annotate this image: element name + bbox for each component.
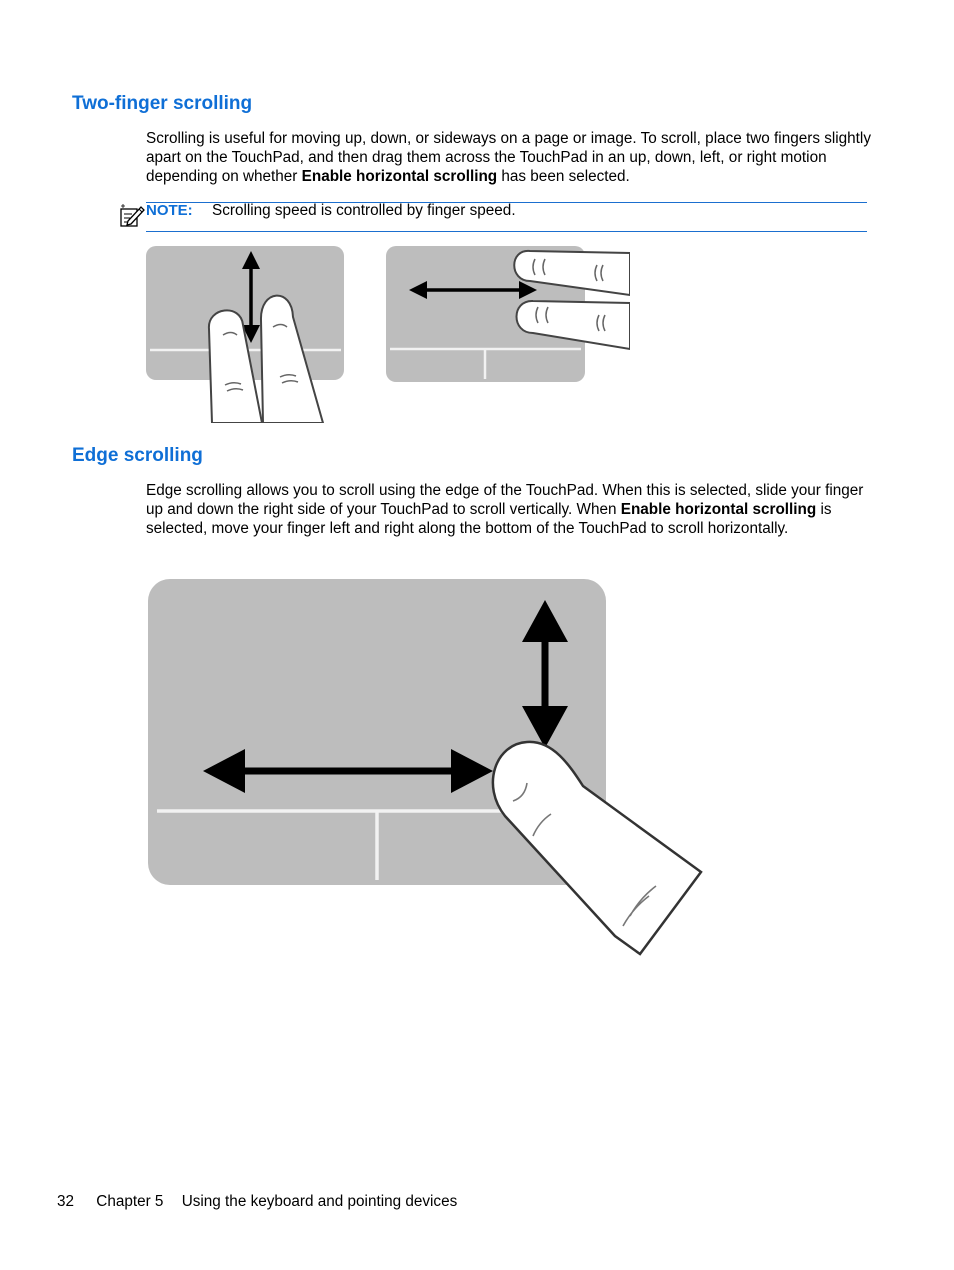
two-finger-vertical-scroll-illustration <box>145 245 347 423</box>
note-label: NOTE: <box>146 202 193 219</box>
page-footer <box>57 1193 457 1211</box>
section-heading-edge-scrolling: Edge scrolling <box>72 445 203 466</box>
paragraph-text: Scrolling is useful for moving up, down, or sideways on a page or image. To scroll, place two fingers slightly apart on the TouchPad, and then drag them across the TouchPad in an up, down, left, or right motion depending on whether <box>146 130 871 185</box>
two-finger-horizontal-scroll-illustration <box>385 245 630 385</box>
note-pencil-icon <box>119 204 145 228</box>
paragraph-text: has been selected. <box>497 168 630 185</box>
note-bottom-rule <box>146 231 867 232</box>
setting-name-bold: Enable horizontal scrolling <box>301 168 498 185</box>
paragraph-text: is selected, move your finger left and right along the bottom of the TouchPad to scroll horizontally. <box>146 501 832 537</box>
paragraph-text: Edge scrolling allows you to scroll using the edge of the TouchPad. When this is selected, slide your finger up and down the right side of your TouchPad to scroll vertically. When <box>146 482 864 518</box>
chapter-title: Using the keyboard and pointing devices <box>181 1193 458 1210</box>
section-heading-two-finger-scrolling: Two-finger scrolling <box>72 93 253 114</box>
edge-scrolling-paragraph <box>146 481 876 538</box>
note-text: Scrolling speed is controlled by finger speed. <box>212 202 516 219</box>
chapter-label: Chapter 5 <box>96 1193 164 1210</box>
edge-scrolling-illustration <box>145 576 710 956</box>
page-number: 32 <box>57 1193 75 1210</box>
two-finger-scrolling-paragraph <box>146 129 876 186</box>
setting-name-bold: Enable horizontal scrolling <box>620 501 817 518</box>
